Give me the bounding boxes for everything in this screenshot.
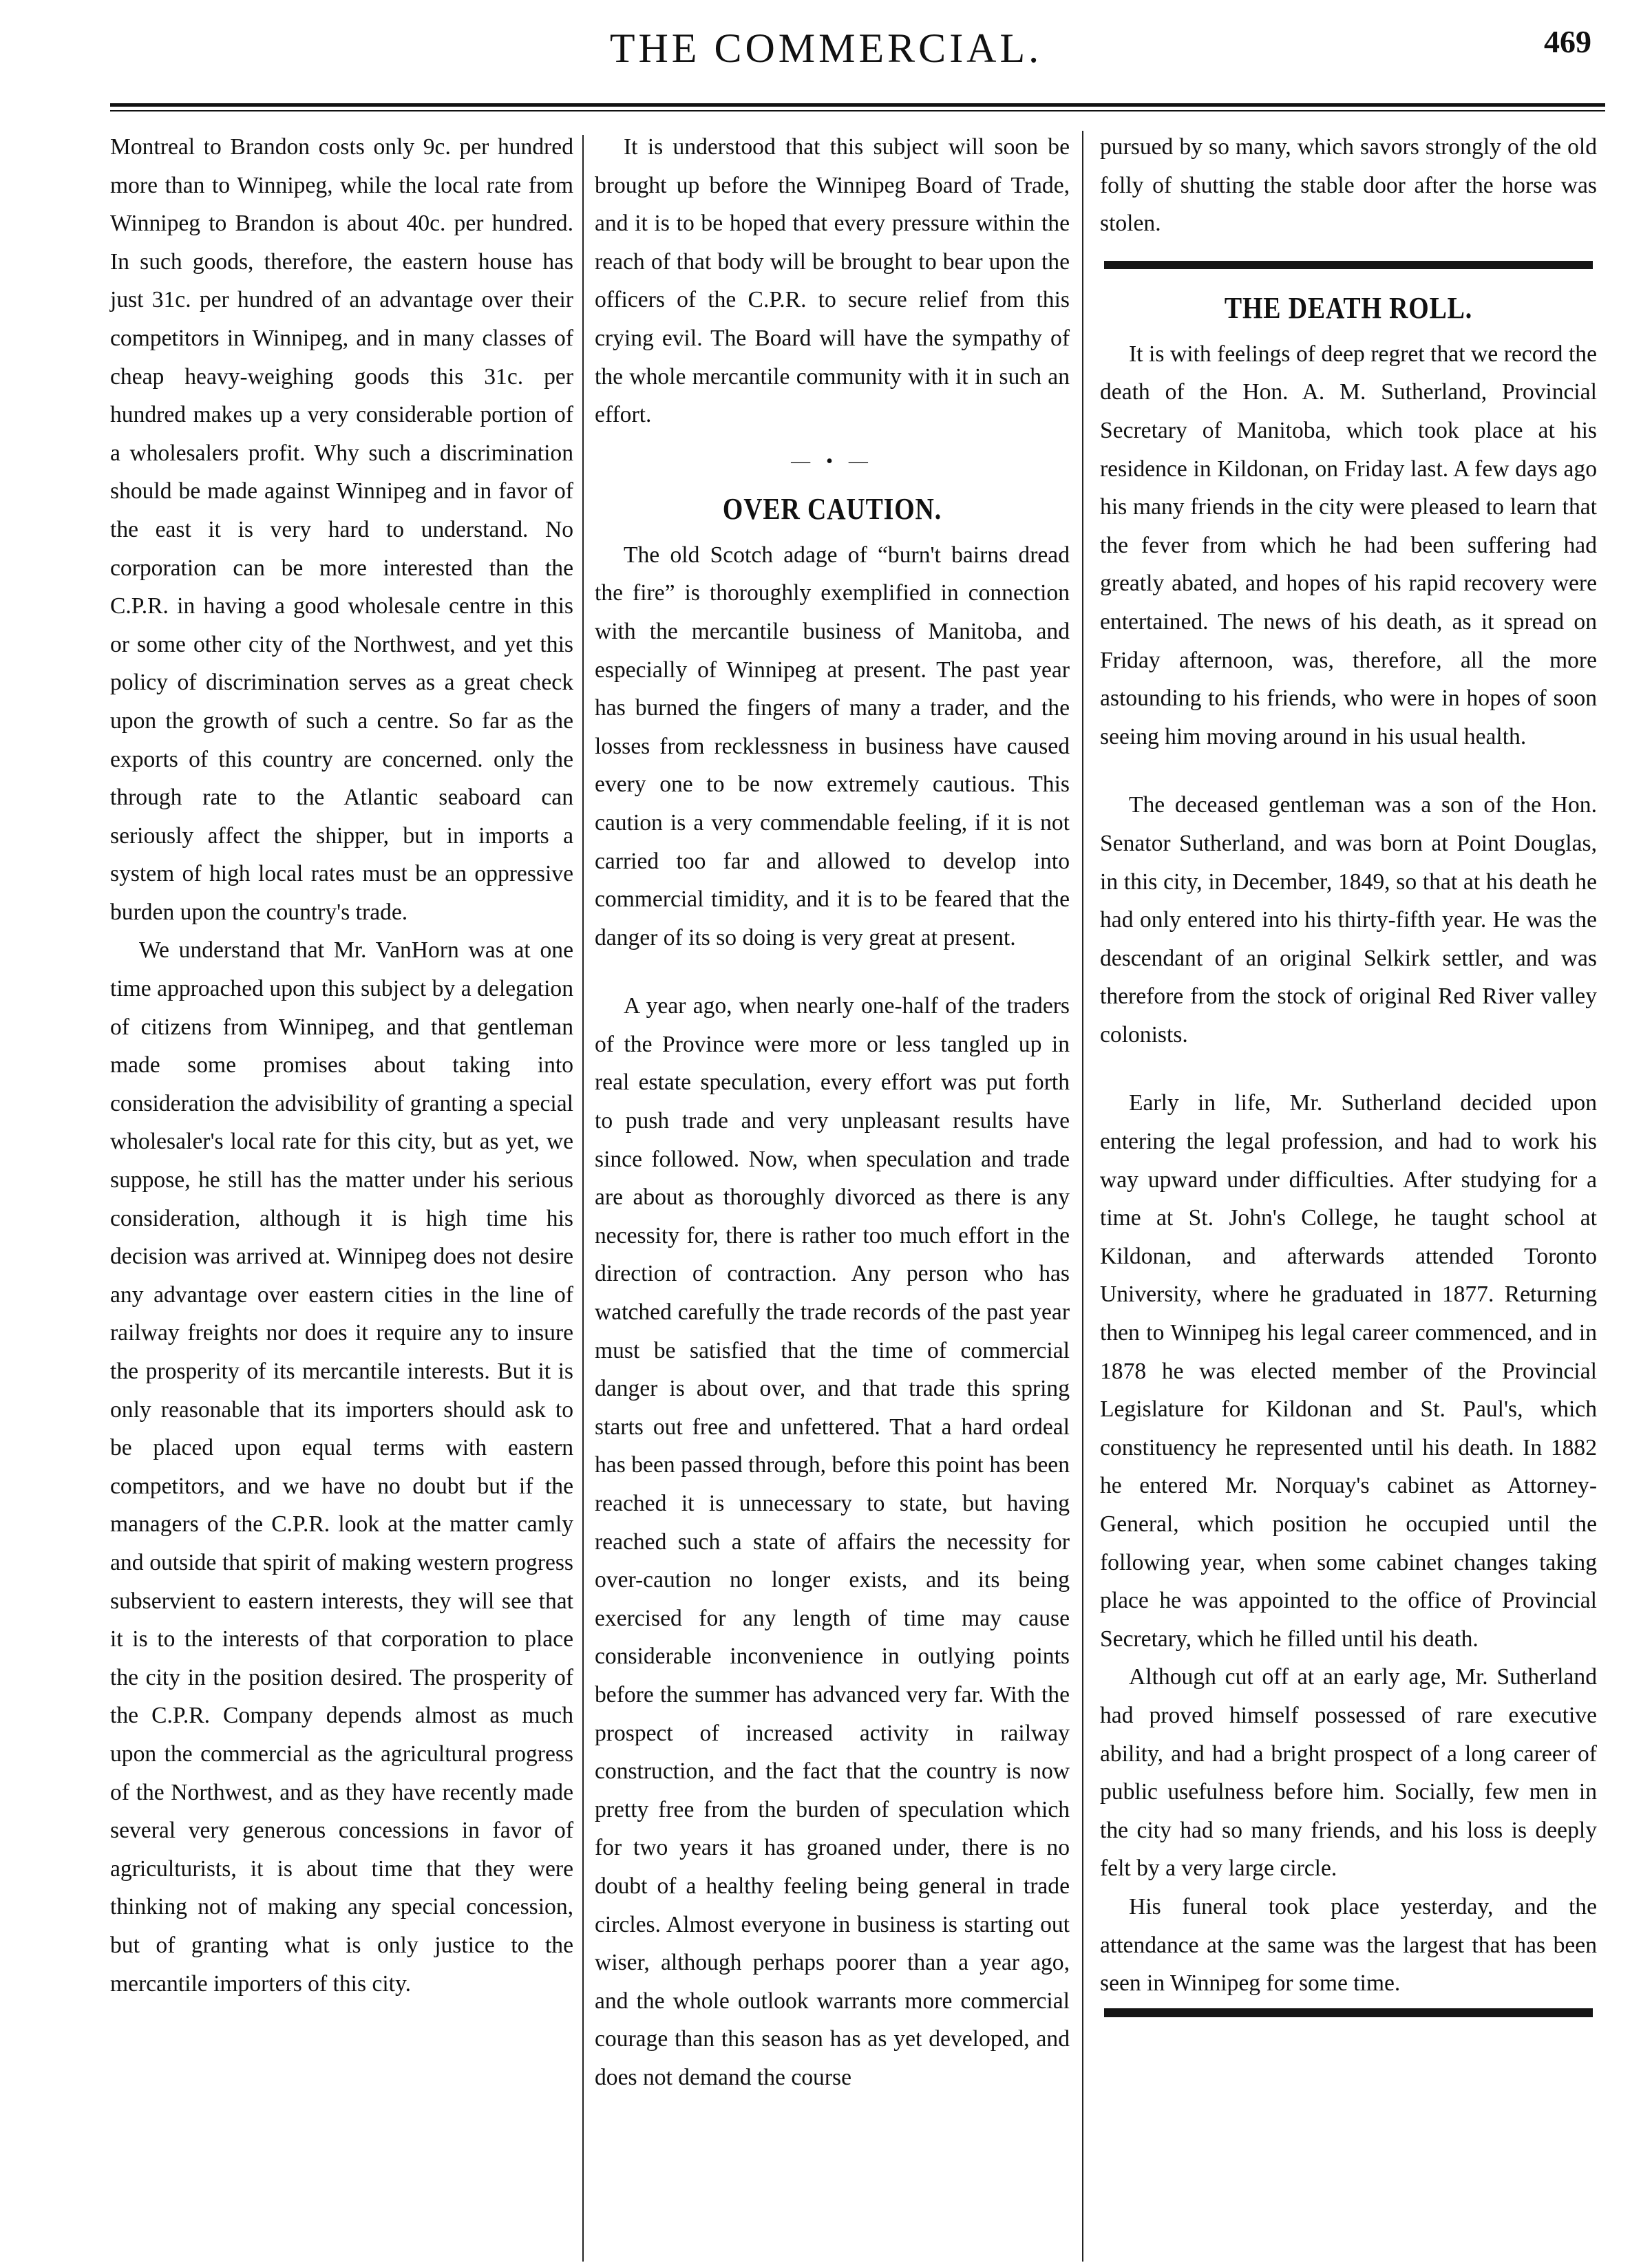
column-right bbox=[1100, 128, 1597, 2017]
column-divider bbox=[582, 135, 584, 2262]
article-heading: THE DEATH ROLL. bbox=[1224, 290, 1473, 325]
masthead-title: THE COMMERCIAL. bbox=[609, 25, 1043, 71]
article-heading: OVER CAUTION. bbox=[722, 491, 942, 526]
masthead-rule-thin bbox=[110, 110, 1605, 111]
end-rule bbox=[1104, 2008, 1593, 2017]
article-paragraph: It is understood that this subject will soon be brought up before the Winnipeg Board of Trade, and it is to be hoped that every pressure within the reach of that body will be brought to bear upon the officers of the C.P.R. to secure relief from this crying evil. The Board will have the sympathy of the whole mercantile community with it in such an effort. bbox=[595, 134, 1070, 428]
masthead-rule-thick bbox=[110, 103, 1605, 107]
masthead bbox=[0, 0, 1652, 117]
article-paragraph: A year ago, when nearly one-half of the traders of the Province were more or less tangled up in real estate speculation, every effort was put forth to push trade and very unpleasant results have since followed. Now, when speculation and trade are about as thoroughly divorced as there is any necessity for, there is rather too much effort in the direction of contraction. Any person who has watched carefully the trade records of the past year must be satisfied that the time of commercial danger is about over, and that trade this spring starts out free and unfettered. That a hard ordeal has been passed through, before this point has been reached it is unnecessary to state, but having reached such a state of affairs the necessity for over-caution no longer exists, and its being exercised for any length of time may cause considerable inconvenience in outlying points before the summer has advanced very far. With the prospect of increased activity in railway construction, and the fact that the country is now pretty free from the burden of speculation which for two years it has groaned under, there is no doubt of a healthy feeling being general in trade circles. Almost everyone in business is starting out wiser, although perhaps poorer than a year ago, and the whole outlook warrants more commercial courage than this season has as yet developed, and does not demand the course bbox=[595, 993, 1070, 2090]
article-paragraph: Although cut off at an early age, Mr. Sutherland had proved himself possessed of rare executive ability, and had a bright prospect of a long career of public usefulness before him. Socially, few men in the city had so many friends, and his loss is deeply felt by a very large circle. bbox=[1100, 1664, 1597, 1882]
column-middle bbox=[595, 128, 1070, 2097]
section-ornament: — • — bbox=[791, 450, 873, 472]
article-paragraph: Early in life, Mr. Sutherland decided upon entering the legal profession, and had to work his way upward under difficulties. After studying for a time at St. John's College, he taught school at Kildonan, and afterwards attended Toronto University, where he graduated in 1877. Returning then to Winnipeg his legal career commenced, and in 1878 he was elected member of the Provincial Legislature for Kildonan and St. Paul's, which constituency he represented until his death. In 1882 he entered Mr. Norquay's cabinet as Attorney-General, which position he occupied until the following year, when some cabinet changes taking place he was appointed to the office of Provincial Secretary, which he filled until his death. bbox=[1100, 1090, 1597, 1652]
column-divider bbox=[1082, 131, 1083, 2262]
column-left bbox=[110, 128, 573, 2003]
article-paragraph: Montreal to Brandon costs only 9c. per hundred more than to Winnipeg, while the local rate from Winnipeg to Brandon is about 40c. per hundred. In such goods, therefore, the eastern house has just 31c. per hundred of an advantage over their competitors in Winnipeg, and in many classes of cheap heavy-weighing goods this 31c. per hundred makes up a very considerable portion of a wholesalers profit. Why such a discrimination should be made against Winnipeg and in favor of the east it is very hard to understand. No corporation can be more interested than the C.P.R. in having a good wholesale centre in this or some other city of the Northwest, and yet this policy of discrimination serves as a great check upon the growth of such a centre. So far as the exports of this country are concerned. only the through rate to the Atlantic seaboard can seriously affect the shipper, but in imports a system of high local rates must be an oppressive burden upon the country's trade. bbox=[110, 134, 573, 925]
page-number: 469 bbox=[1544, 24, 1591, 59]
article-paragraph: The old Scotch adage of “burn't bairns dread the fire” is thoroughly exemplified in connection with the mercantile business of Manitoba, and especially of Winnipeg at present. The past year has burned the fingers of many a trader, and the losses from recklessness in business have caused every one to be now extremely cautious. This caution is a very commendable feeling, if it is not carried too far and allowed to develop into commercial timidity, and it is to be feared that the danger of its so doing is very great at present. bbox=[595, 542, 1070, 950]
article-paragraph: The deceased gentleman was a son of the Hon. Senator Sutherland, and was born at Point Douglas, in this city, in December, 1849, so that at his death he had only entered into his thirty-fifth year. He was the descendant of an original Selkirk settler, and was therefore from the stock of original Red River valley colonists. bbox=[1100, 792, 1597, 1048]
article-paragraph: pursued by so many, which savors strongly of the old folly of shutting the stable door after the horse was stolen. bbox=[1100, 134, 1597, 237]
article-paragraph: It is with feelings of deep regret that we record the death of the Hon. A. M. Sutherland, Provincial Secretary of Manitoba, which took place at his residence in Kildonan, on Friday last. A few days ago his many friends in the city were pleased to learn that the fever from which he had been suffering had greatly abated, and hopes of his rapid recovery were entertained. The news of his death, as it spread on Friday afternoon, was, therefore, all the more astounding to his friends, who were in hopes of soon seeing him moving around in his usual health. bbox=[1100, 341, 1597, 749]
article-paragraph: His funeral took place yesterday, and the attendance at the same was the largest that has been seen in Winnipeg for some time. bbox=[1100, 1893, 1597, 1997]
article-paragraph: We understand that Mr. VanHorn was at one time approached upon this subject by a delegation of citizens from Winnipeg, and that gentleman made some promises about taking into consideration the advisibility of granting a special wholesaler's local rate for this city, but as yet, we suppose, he still has the matter under his serious consideration, although it is high time his decision was arrived at. Winnipeg does not desire any advantage over eastern cities in the line of railway freights nor does it require any to insure the prosperity of its mercantile interests. But it is only reasonable that its importers should ask to be placed upon equal terms with eastern competitors, and we have no doubt but if the managers of the C.P.R. look at the matter camly and outside that spirit of making western progress subservient to eastern interests, they will see that it is to the interests of that corporation to place the city in the position desired. The prosperity of the C.P.R. Company depends almost as much upon the commercial as the agricultural progress of the Northwest, and as they have recently made several very generous concessions in favor of agriculturists, it is about time that they were thinking not of making any special concession, but of granting what is only justice to the mercantile importers of this city. bbox=[110, 937, 573, 1997]
section-divider bbox=[1104, 261, 1593, 269]
